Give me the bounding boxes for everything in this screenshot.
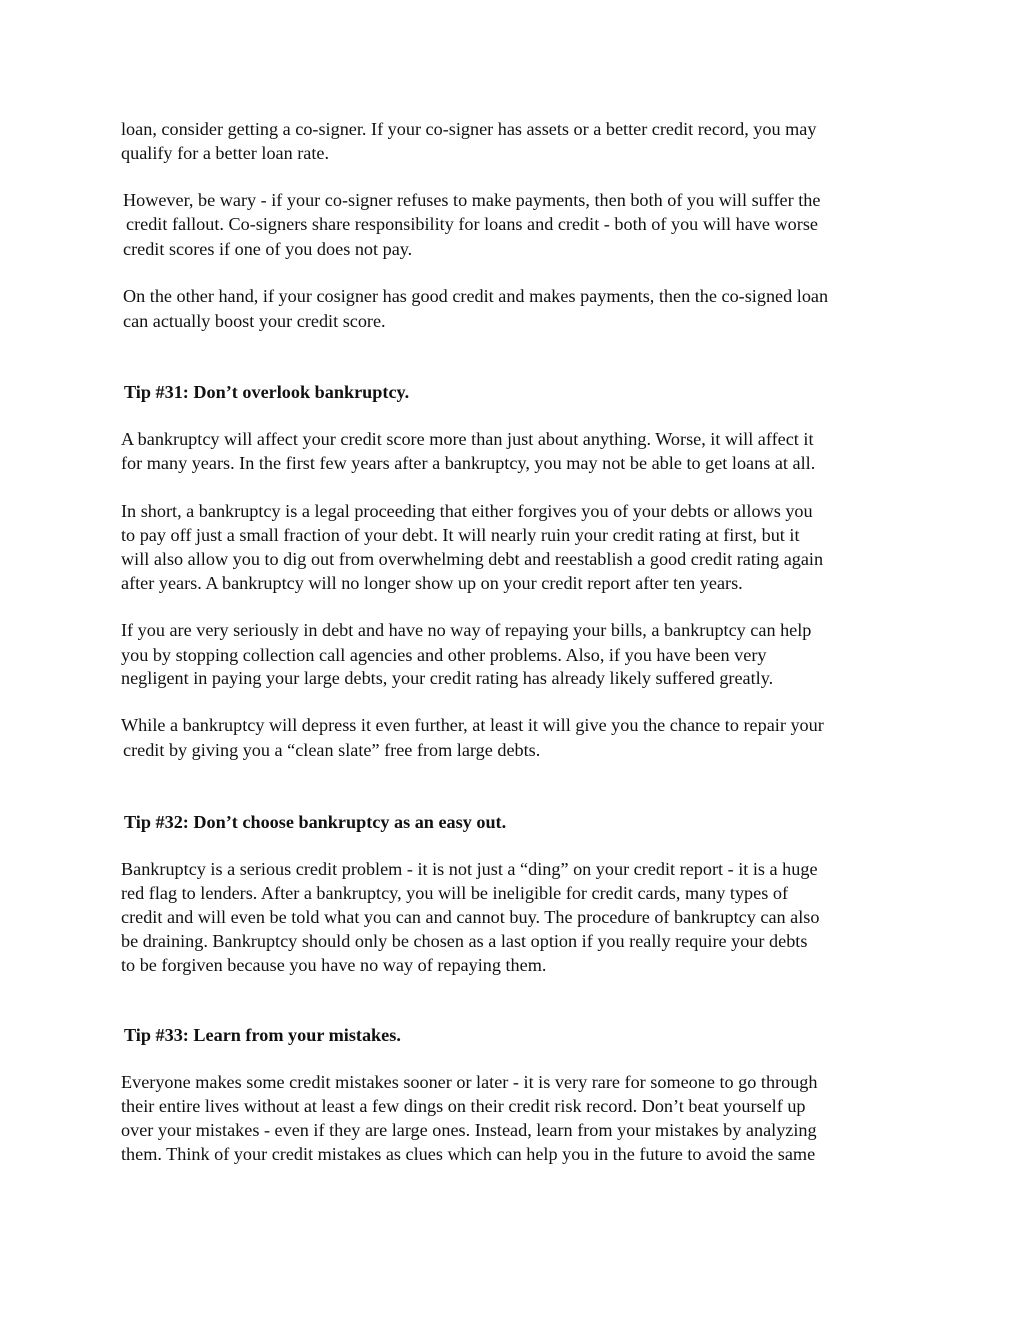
text-line: to pay off just a small fraction of your debt. It will nearly ruin your credit rating at first, but it <box>121 525 800 545</box>
text-line: A bankruptcy will affect your credit score more than just about anything. Worse, it will affect it <box>121 429 814 449</box>
text-line: credit scores if one of you does not pay. <box>123 239 413 259</box>
text-line: them. Think of your credit mistakes as clues which can help you in the future to avoid the same <box>121 1144 816 1164</box>
text-line: If you are very seriously in debt and have no way of repaying your bills, a bankruptcy can help <box>121 620 812 640</box>
text-line: be draining. Bankruptcy should only be chosen as a last option if you really require your debts <box>121 931 808 951</box>
tip-heading: Tip #33: Learn from your mistakes. <box>124 1025 401 1045</box>
text-line: after years. A bankruptcy will no longer show up on your credit report after ten years. <box>121 573 743 593</box>
text-line: credit fallout. Co-signers share responsibility for loans and credit - both of you will have worse <box>126 214 818 234</box>
text-line: their entire lives without at least a few dings on their credit risk record. Don’t beat yourself up <box>121 1096 806 1116</box>
text-line: over your mistakes - even if they are large ones. Instead, learn from your mistakes by analyzing <box>121 1120 817 1140</box>
text-line: you by stopping collection call agencies and other problems. Also, if you have been very <box>121 645 767 665</box>
text-line: Everyone makes some credit mistakes sooner or later - it is very rare for someone to go through <box>121 1072 818 1092</box>
text-line: to be forgiven because you have no way of repaying them. <box>121 955 547 975</box>
text-line: can actually boost your credit score. <box>123 311 386 331</box>
text-line: While a bankruptcy will depress it even further, at least it will give you the chance to repair your <box>121 715 824 735</box>
text-line: loan, consider getting a co-signer. If your co-signer has assets or a better credit record, you may <box>121 119 817 139</box>
text-line: In short, a bankruptcy is a legal proceeding that either forgives you of your debts or allows you <box>121 501 813 521</box>
text-line: for many years. In the first few years after a bankruptcy, you may not be able to get loans at all. <box>121 453 816 473</box>
tip-heading: Tip #32: Don’t choose bankruptcy as an easy out. <box>124 812 507 832</box>
text-line: Bankruptcy is a serious credit problem - it is not just a “ding” on your credit report - it is a huge <box>121 859 818 879</box>
text-line: red flag to lenders. After a bankruptcy, you will be ineligible for credit cards, many types of <box>121 883 788 903</box>
text-line: will also allow you to dig out from overwhelming debt and reestablish a good credit rating again <box>121 549 824 569</box>
text-line: However, be wary - if your co-signer refuses to make payments, then both of you will suffer the <box>123 190 821 210</box>
tip-heading: Tip #31: Don’t overlook bankruptcy. <box>124 382 410 402</box>
text-line: credit by giving you a “clean slate” free from large debts. <box>123 740 541 760</box>
text-line: qualify for a better loan rate. <box>121 143 330 163</box>
text-line: On the other hand, if your cosigner has good credit and makes payments, then the co-signed loan <box>123 286 829 306</box>
text-line: credit and will even be told what you can and cannot buy. The procedure of bankruptcy can also <box>121 907 820 927</box>
text-line: negligent in paying your large debts, your credit rating has already likely suffered greatly. <box>121 668 774 688</box>
